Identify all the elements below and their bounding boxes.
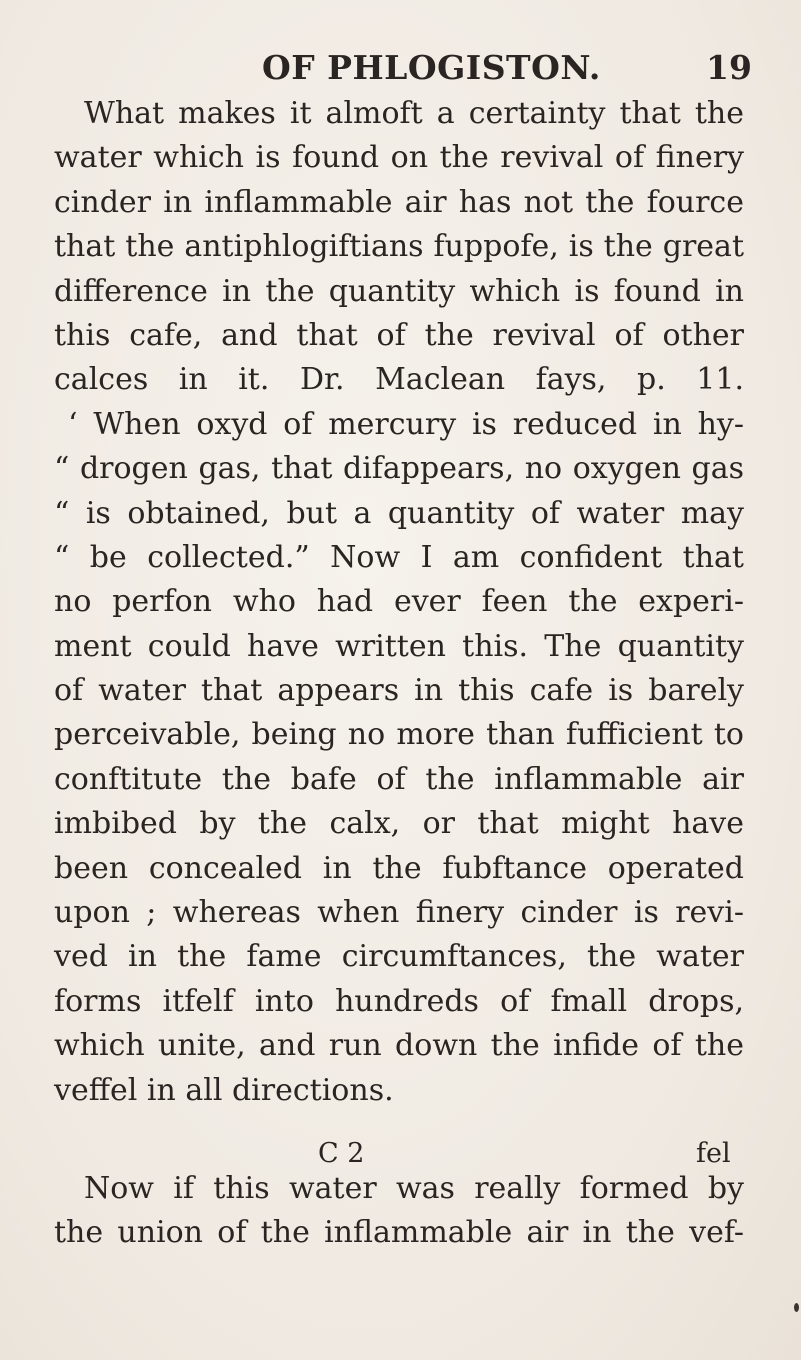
text-line: the union of the inflammable air in the vef- bbox=[54, 1215, 744, 1251]
text-line: water which is found on the revival of finery bbox=[54, 140, 744, 176]
paragraph-1 bbox=[54, 92, 744, 1113]
text-line: What makes it almoft a certainty that the bbox=[84, 96, 744, 131]
text-line: conftitute the bafe of the inflammable air bbox=[54, 761, 744, 797]
text-line: forms itfelf into hundreds of fmall drops, bbox=[54, 983, 744, 1019]
text-line: “ drogen gas, that difappears, no oxygen gas bbox=[54, 451, 744, 487]
text-line: “ is obtained, but a quantity of water may bbox=[54, 495, 744, 531]
text-line: no perfon who had ever feen the experi- bbox=[54, 584, 744, 620]
text-line: Now if this water was really formed by bbox=[84, 1170, 744, 1206]
ink-spot bbox=[794, 1303, 799, 1312]
page-header bbox=[0, 48, 801, 98]
text-line: that the antiphlogiftians fuppofe, is the great bbox=[54, 229, 744, 265]
body-text bbox=[54, 92, 744, 1256]
text-line: been concealed in the fubftance operated bbox=[54, 850, 744, 886]
running-head: OF PHLOGISTON. bbox=[262, 48, 601, 87]
text-line: veffel in all directions. bbox=[54, 1072, 394, 1108]
page-footer bbox=[0, 1138, 801, 1182]
text-line: ved in the fame circumftances, the water bbox=[54, 939, 744, 975]
text-line: perceivable, being no more than fufficient to bbox=[54, 717, 744, 753]
text-line: upon ; whereas when finery cinder is revi- bbox=[54, 895, 744, 931]
text-line: this cafe, and that of the revival of other bbox=[54, 317, 744, 353]
text-line: difference in the quantity which is found in bbox=[54, 273, 744, 309]
catchword: fel bbox=[696, 1138, 731, 1169]
text-line: ‘ When oxyd of mercury is reduced in hy- bbox=[68, 406, 744, 442]
text-line: cinder in inflammable air has not the fource bbox=[54, 184, 744, 220]
text-line: calces in it. Dr. Maclean fays, p. 11. bbox=[54, 362, 744, 398]
text-line: imbibed by the calx, or that might have bbox=[54, 806, 744, 842]
text-line: which unite, and run down the infide of the bbox=[54, 1028, 744, 1064]
signature-mark: C 2 bbox=[318, 1138, 365, 1169]
text-line: “ be collected.” Now I am confident that bbox=[54, 539, 744, 575]
page-number: 19 bbox=[706, 48, 752, 87]
text-line: ment could have written this. The quantity bbox=[54, 628, 744, 664]
text-line: of water that appears in this cafe is barely bbox=[54, 673, 744, 709]
